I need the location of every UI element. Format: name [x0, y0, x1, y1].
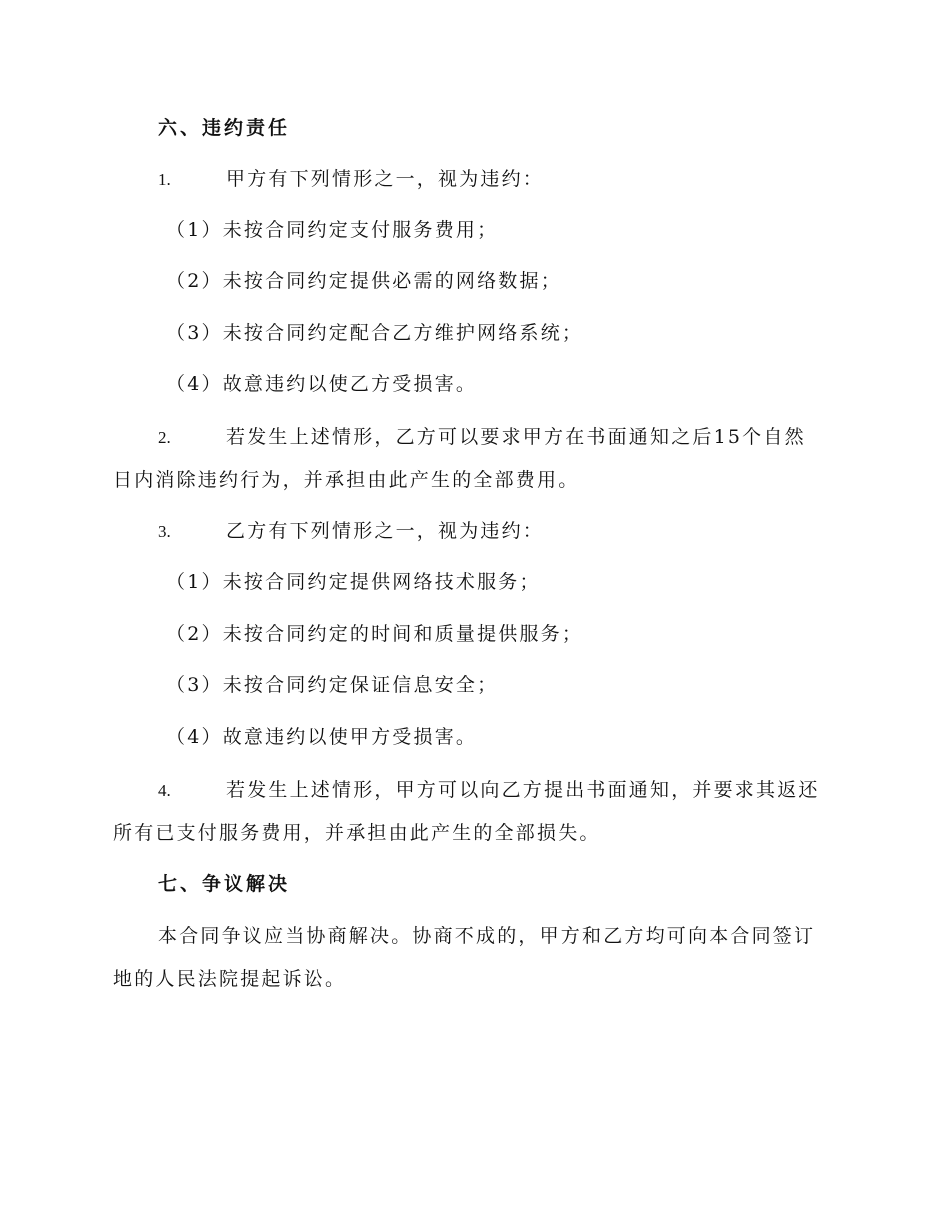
- subclause-item: （1）未按合同约定支付服务费用；: [166, 219, 499, 241]
- section-heading-dispute-resolution: 七、争议解决: [158, 873, 291, 895]
- subclause-item: （2）未按合同约定提供必需的网络数据；: [166, 270, 562, 292]
- clause-text-continuation: 日内消除违约行为，并承担由此产生的全部费用。: [113, 469, 580, 491]
- subclause-item: （1）未按合同约定提供网络技术服务；: [166, 571, 541, 593]
- clause-text: 甲方有下列情形之一，视为违约：: [226, 168, 545, 190]
- subclause-item: （4）故意违约以使甲方受损害。: [166, 726, 478, 748]
- clause-text: 若发生上述情形，乙方可以要求甲方在书面通知之后15个自然: [226, 426, 806, 448]
- subclause-item: （3）未按合同约定配合乙方维护网络系统；: [166, 322, 584, 344]
- clause-text-continuation: 所有已支付服务费用，并承担由此产生的全部损失。: [113, 822, 601, 844]
- clause-number: 4.: [158, 781, 171, 800]
- clause-text: 乙方有下列情形之一，视为违约：: [226, 520, 545, 542]
- clause-text: 若发生上述情形，甲方可以向乙方提出书面通知，并要求其返还: [226, 779, 820, 801]
- clause-number: 3.: [158, 522, 171, 541]
- dispute-paragraph-continuation: 地的人民法院提起诉讼。: [113, 968, 347, 990]
- subclause-item: （4）故意违约以使乙方受损害。: [166, 373, 478, 395]
- clause-number: 2.: [158, 428, 171, 447]
- subclause-item: （3）未按合同约定保证信息安全；: [166, 674, 499, 696]
- dispute-paragraph: 本合同争议应当协商解决。协商不成的，甲方和乙方均可向本合同签订: [158, 925, 816, 947]
- section-heading-breach-liability: 六、违约责任: [158, 117, 291, 139]
- subclause-item: （2）未按合同约定的时间和质量提供服务；: [166, 623, 584, 645]
- clause-number: 1.: [158, 170, 171, 189]
